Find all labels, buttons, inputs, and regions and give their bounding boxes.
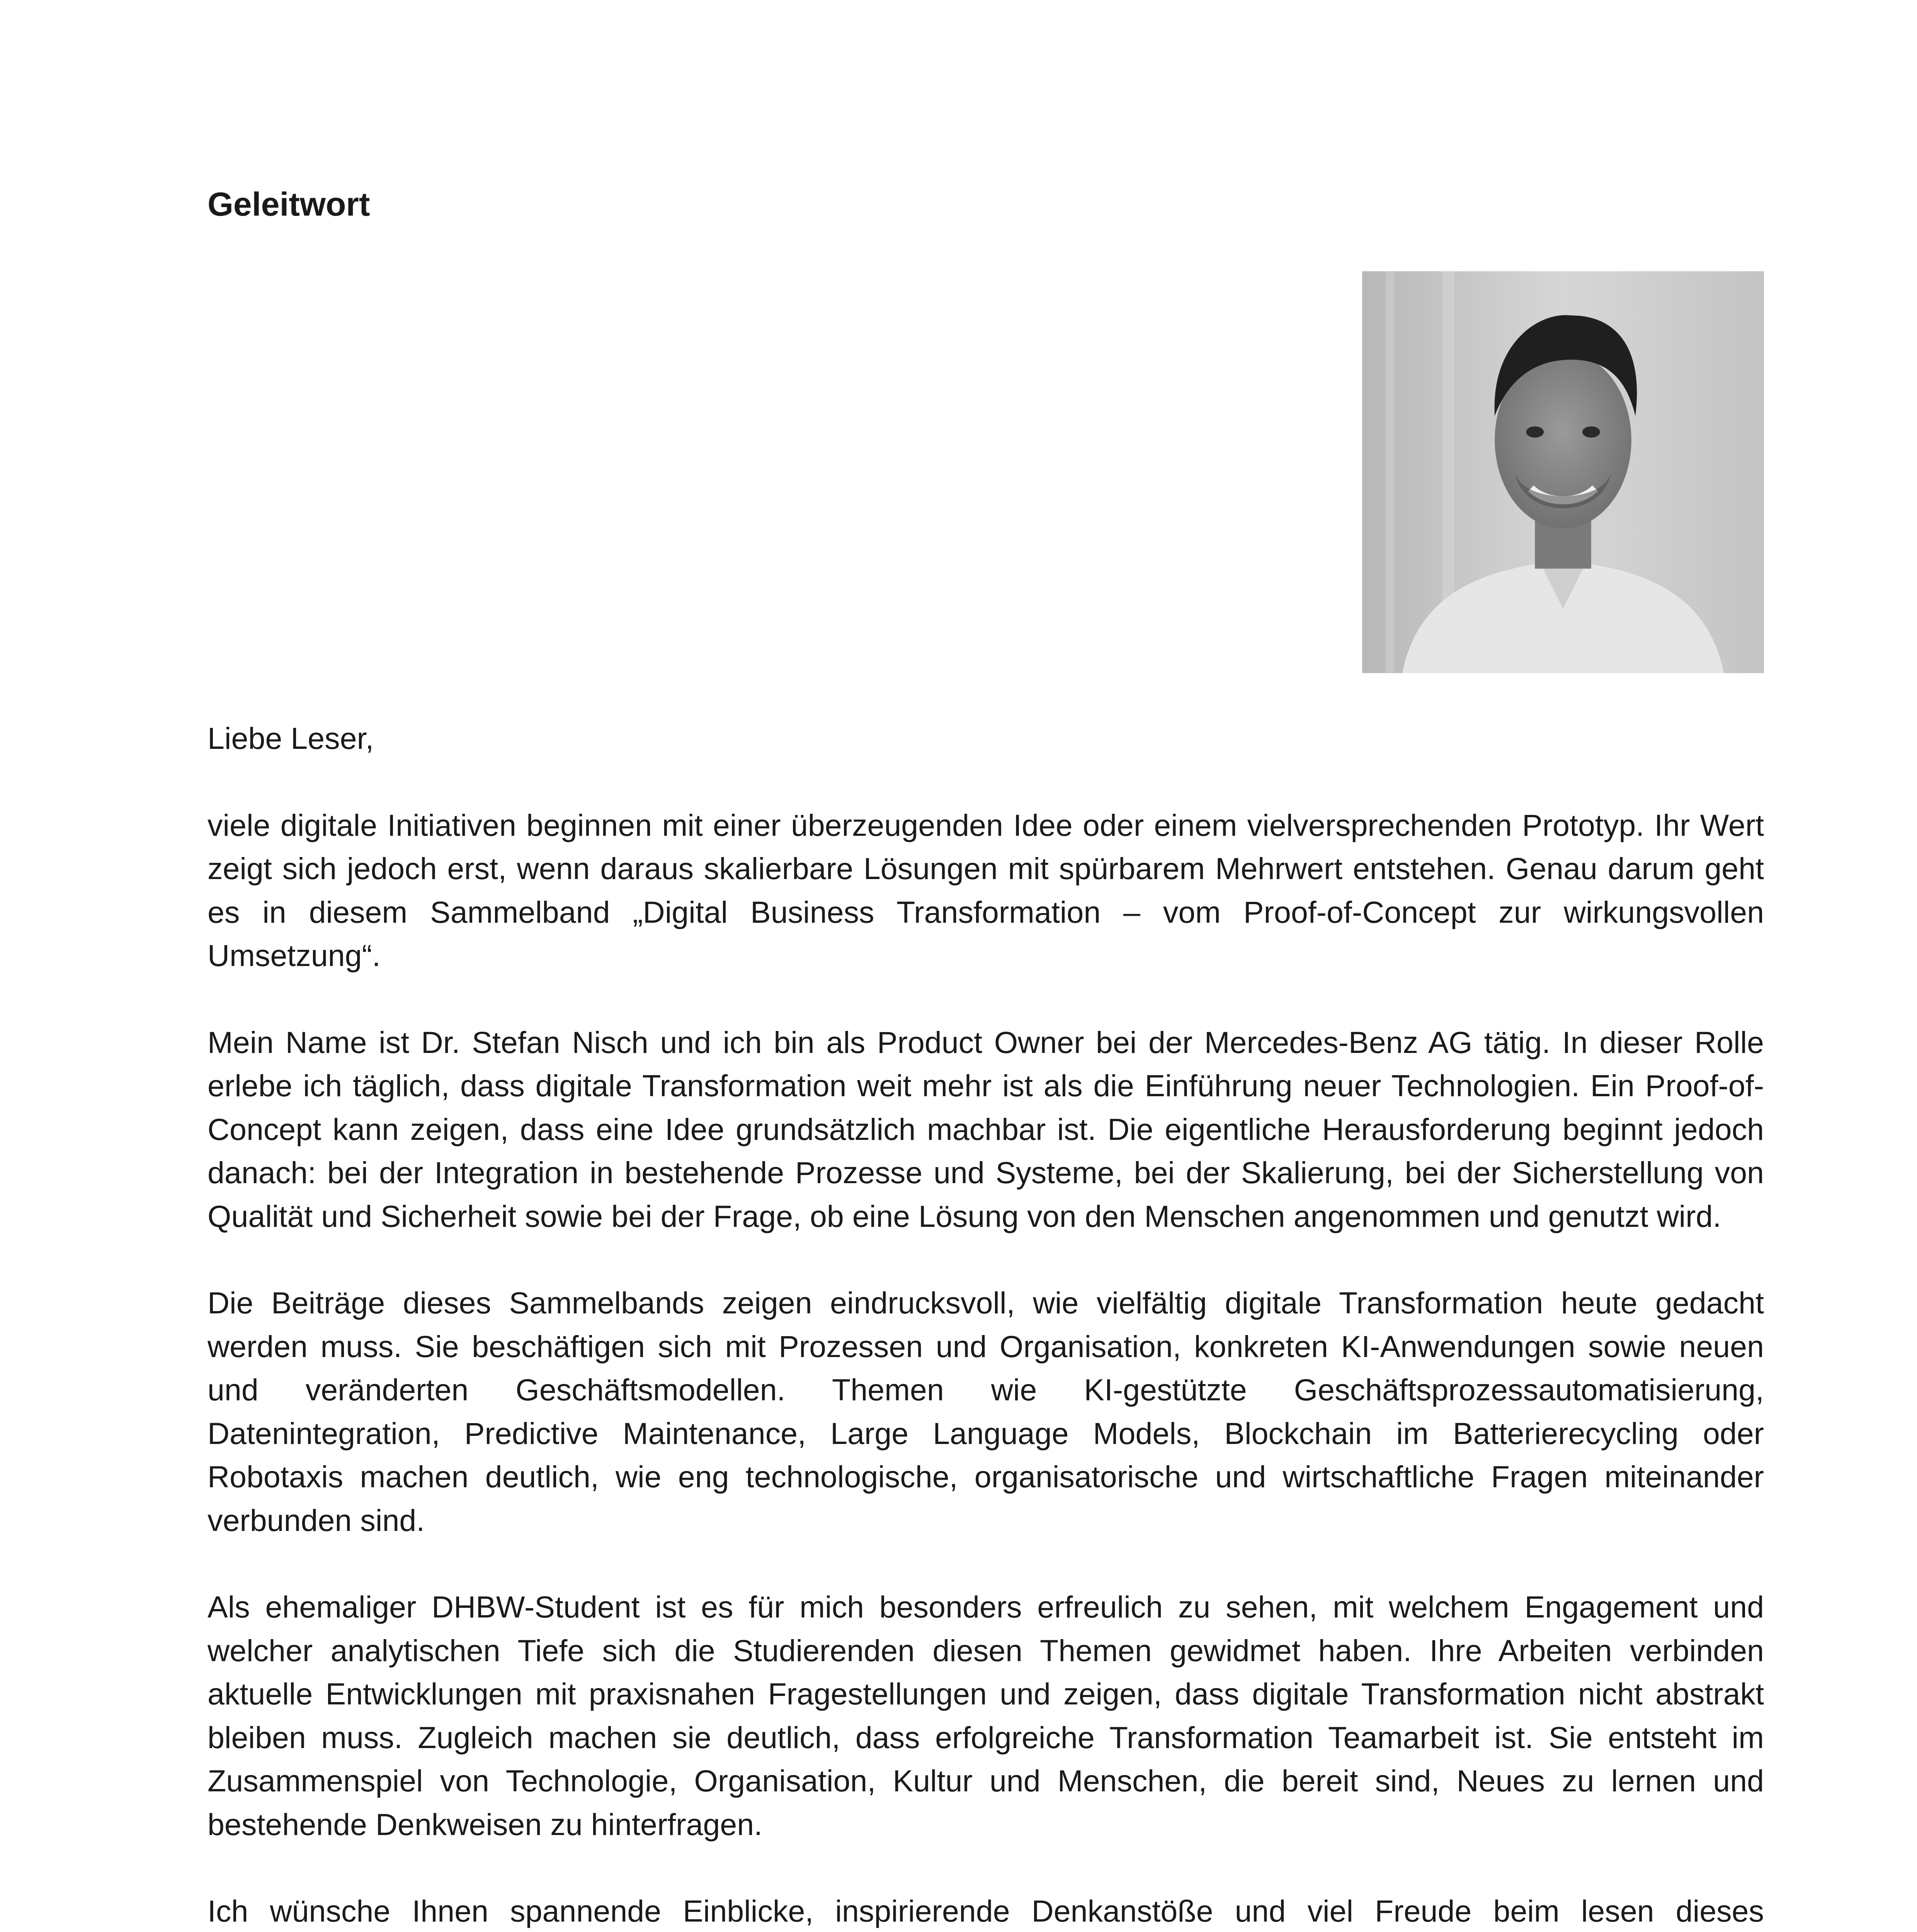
paragraph-5: Ich wünsche Ihnen spannende Einblicke, inspirierende Denkanstöße und viel Freude beim lesen dieses	[208, 1894, 1764, 1928]
paragraph-3: Die Beiträge dieses Sammelbands zeigen eindrucksvoll, wie vielfältig digitale Transformation heute gedacht werden muss. Sie beschäftigen sich mit Prozessen und Organisation, konkreten KI-Anwendungen sowie neuen und veränderten Geschäftsmodellen. Themen wie KI-gestützte Geschäftsprozessautomatisierung, Datenintegration, Predictive Maintenance, Large Language Models, Blockchain im Batterierecycling oder Robotaxis machen deutlich, wie eng technologische, organisatorische und wirtschaftliche Fragen miteinander verbunden sind.	[208, 1286, 1764, 1537]
portrait-photo-icon	[1362, 271, 1764, 673]
letter-body	[208, 717, 1764, 1932]
paragraph-2: Mein Name ist Dr. Stefan Nisch und ich bin als Product Owner bei der Mercedes-Benz AG tätig. In dieser Rolle erlebe ich täglich, dass digitale Transformation weit mehr ist als die Einführung neuer Technologien. Ein Proof-of-Concept kann zeigen, dass eine Idee grundsätzlich machbar ist. Die eigentliche Herausforderung beginnt jedoch danach: bei der Integration in bestehende Prozesse und Systeme, bei der Skalierung, bei der Sicherstellung von Qualität und Sicherheit sowie bei der Frage, ob eine Lösung von den Menschen angenommen und genutzt wird.	[208, 1025, 1764, 1233]
page-title: Geleitwort	[208, 186, 370, 223]
salutation: Liebe Leser,	[208, 721, 374, 755]
portrait-photo	[1362, 271, 1764, 673]
paragraph-4: Als ehemaliger DHBW-Student ist es für mich besonders erfreulich zu sehen, mit welchem Engagement und welcher analytischen Tiefe sich die Studierenden diesen Themen gewidmet haben. Ihre Arbeiten verbinden aktuelle Entwicklungen mit praxisnahen Fragestellungen und zeigen, dass digitale Transformation nicht abstrakt bleiben muss. Zugleich machen sie deutlich, dass erfolgreiche Transformation Teamarbeit ist. Sie entsteht im Zusammenspiel von Technologie, Organisation, Kultur und Menschen, die bereit sind, Neues zu lernen und bestehende Denkweisen zu hinterfragen.	[208, 1590, 1764, 1842]
paragraph-1: viele digitale Initiativen beginnen mit einer überzeugenden Idee oder einem vielversprechenden Prototyp. Ihr Wert zeigt sich jedoch erst, wenn daraus skalierbare Lösungen mit spürbarem Mehrwert entstehen. Genau darum geht es in diesem Sammelband „Digital Business Transformation – vom Proof-of-Concept zur wirkungsvollen Umsetzung“.	[208, 808, 1764, 973]
